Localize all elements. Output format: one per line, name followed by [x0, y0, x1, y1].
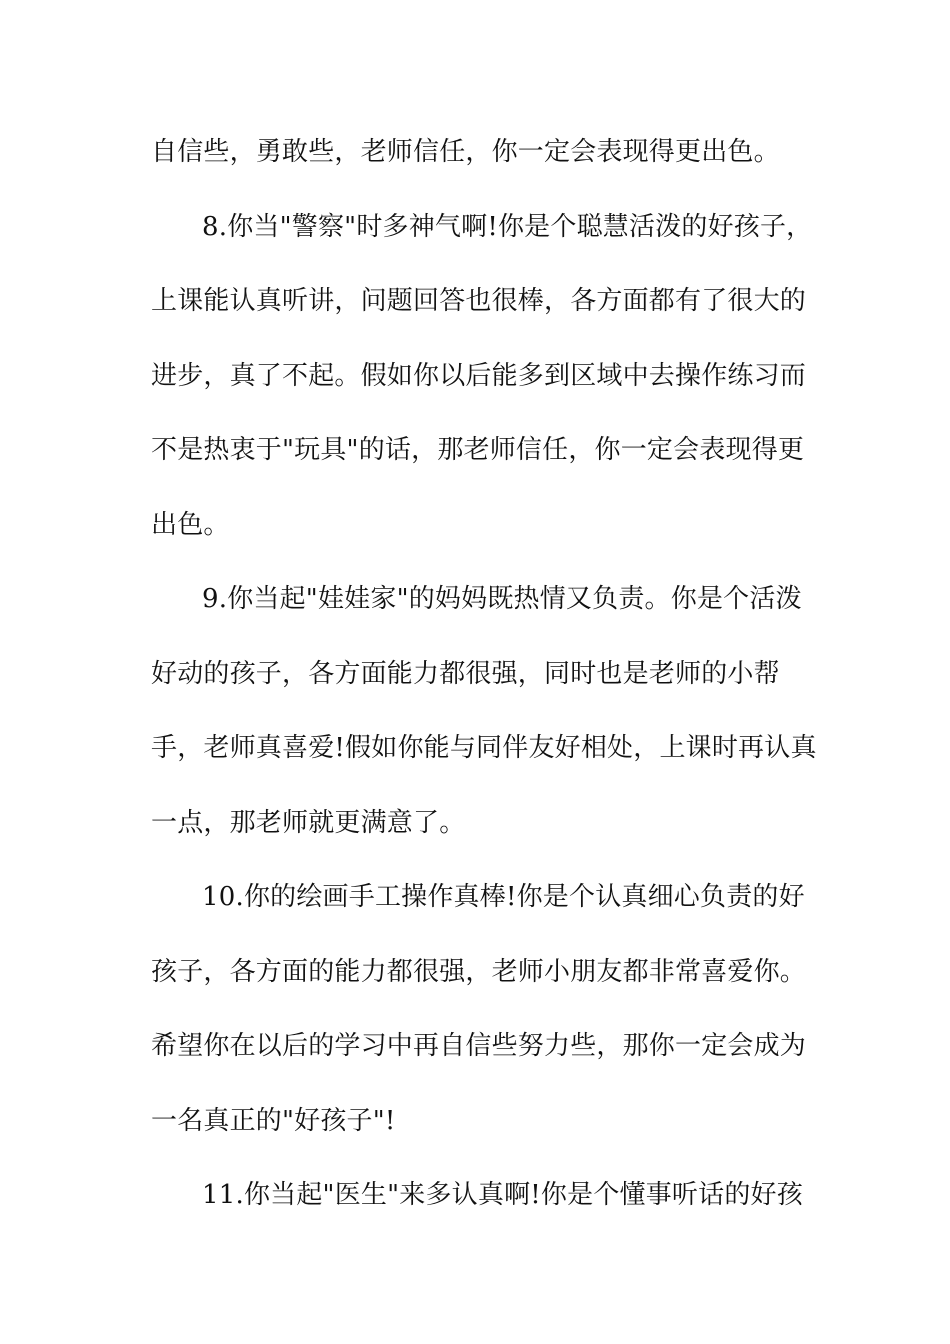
text-line: 一名真正的"好孩子"! [151, 1106, 396, 1136]
paragraph-9-start: 9.你当起"娃娃家"的妈妈既热情又负责。你是个活泼 [202, 584, 802, 614]
text-line: 一点，那老师就更满意了。 [151, 808, 466, 838]
text-line: 出色。 [151, 510, 230, 540]
text-line: 孩子，各方面的能力都很强，老师小朋友都非常喜爱你。 [151, 957, 807, 987]
text-line: 自信些，勇敢些，老师信任，你一定会表现得更出色。 [151, 137, 780, 167]
text-line: 手，老师真喜爱!假如你能与同伴友好相处，上课时再认真 [151, 733, 817, 763]
text-line: 希望你在以后的学习中再自信些努力些，那你一定会成为 [151, 1031, 807, 1061]
paragraph-8-start: 8.你当"警察"时多神气啊!你是个聪慧活泼的好孩子， [202, 212, 813, 242]
paragraph-11-start: 11.你当起"医生"来多认真啊!你是个懂事听话的好孩 [202, 1180, 803, 1210]
paragraph-10-start: 10.你的绘画手工操作真棒!你是个认真细心负责的好 [202, 882, 805, 912]
text-line: 进步，真了不起。假如你以后能多到区域中去操作练习而 [151, 361, 807, 391]
text-line: 不是热衷于"玩具"的话，那老师信任，你一定会表现得更 [151, 435, 805, 465]
text-line: 好动的孩子，各方面能力都很强，同时也是老师的小帮 [151, 659, 780, 689]
text-line: 上课能认真听讲，问题回答也很棒，各方面都有了很大的 [151, 286, 807, 316]
